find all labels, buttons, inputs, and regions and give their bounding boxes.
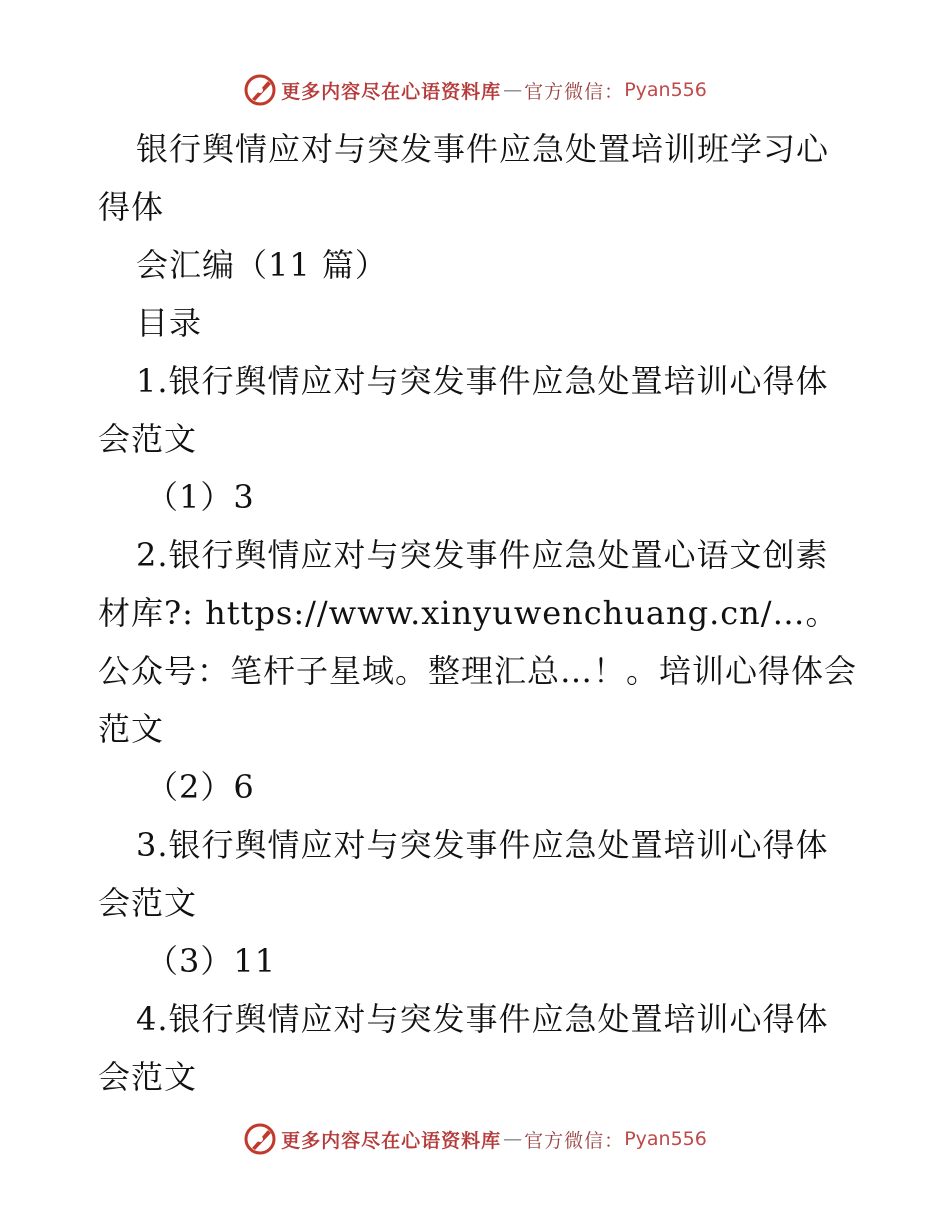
banner-brand-text: 更多内容尽在心语资料库 (281, 1129, 502, 1152)
toc-entry-page: （3）11 (146, 942, 277, 980)
toc-entry-title: 1.银行舆情应对与突发事件应急处置培训心得体会范文 (98, 362, 829, 458)
document-subtitle: 会汇编（11 篇） (136, 246, 388, 284)
toc-heading: 目录 (136, 304, 203, 342)
banner-wechat-label: 官方微信： (524, 80, 625, 103)
toc-entry-title: 4.银行舆情应对与突发事件应急处置培训心得体会范文 (98, 1000, 829, 1096)
document-title: 银行舆情应对与突发事件应急处置培训班学习心得体 (98, 130, 830, 226)
document-body (98, 120, 858, 1106)
toc-entry-page: （2）6 (146, 768, 255, 806)
banner-wechat-id: Pyan556 (624, 79, 707, 101)
banner-separator: — (503, 1128, 523, 1150)
banner-wechat-id: Pyan556 (624, 1128, 707, 1150)
banner-brand-text: 更多内容尽在心语资料库 (281, 80, 502, 103)
banner-wechat-label: 官方微信： (524, 1129, 625, 1152)
toc-entry-title: 3.银行舆情应对与突发事件应急处置培训心得体会范文 (98, 826, 829, 922)
header-banner (0, 70, 950, 110)
toc-entry-page: （1）3 (146, 478, 255, 516)
pen-logo-icon (243, 73, 277, 107)
banner-separator: — (503, 79, 523, 101)
toc-entry-title: 2.银行舆情应对与突发事件应急处置心语文创素材库?: https://www.xinyuwenchuang.cn/…。公众号：笔杆子星域。整理汇总…！。培训心得体会范文 (98, 536, 858, 748)
pen-logo-icon (243, 1122, 277, 1156)
footer-banner (0, 1119, 950, 1159)
